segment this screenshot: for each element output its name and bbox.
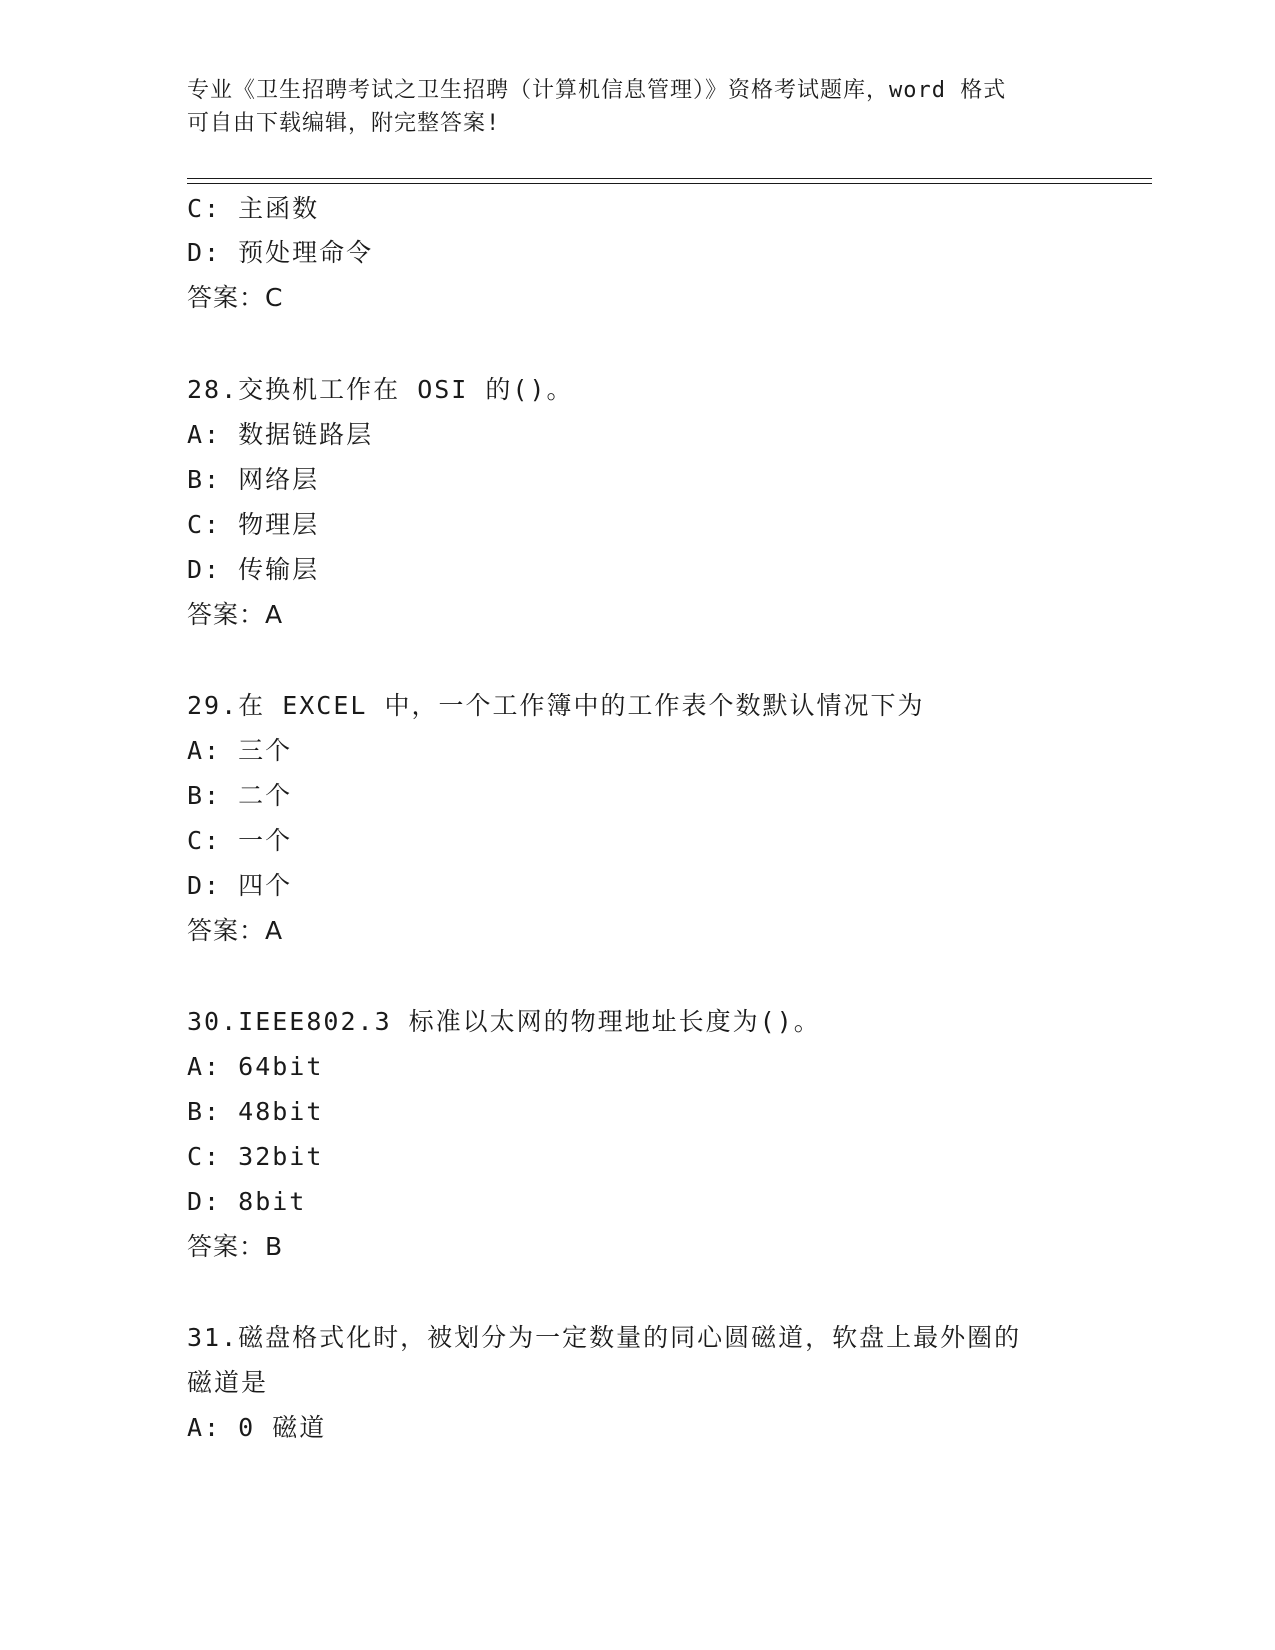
prev-option-d: D: 预处理命令 <box>187 238 374 267</box>
header-divider-top <box>187 178 1152 179</box>
q28-option-b: B: 网络层 <box>187 465 320 494</box>
q30-option-d: D: 8bit <box>187 1187 307 1216</box>
q30-option-c: C: 32bit <box>187 1142 324 1171</box>
q29-answer: 答案：A <box>187 916 284 945</box>
q28-question: 28.交换机工作在 OSI 的()。 <box>187 375 574 404</box>
q31-question-line-2: 磁道是 <box>187 1368 269 1397</box>
q28-answer: 答案：A <box>187 600 284 629</box>
q30-option-a: A: 64bit <box>187 1052 324 1081</box>
q29-option-d: D: 四个 <box>187 871 293 900</box>
q29-option-c: C: 一个 <box>187 826 293 855</box>
q28-option-d: D: 传输层 <box>187 555 320 584</box>
q29-option-a: A: 三个 <box>187 736 293 765</box>
q29-option-b: B: 二个 <box>187 781 293 810</box>
prev-answer: 答案：C <box>187 283 284 312</box>
q30-answer: 答案：B <box>187 1232 284 1261</box>
q30-question: 30.IEEE802.3 标准以太网的物理地址长度为()。 <box>187 1007 821 1036</box>
header-line-2: 可自由下载编辑，附完整答案! <box>187 111 501 136</box>
header-line-1: 专业《卫生招聘考试之卫生招聘（计算机信息管理）》资格考试题库，word 格式 <box>187 78 1007 103</box>
prev-option-c: C: 主函数 <box>187 194 320 223</box>
q28-option-c: C: 物理层 <box>187 510 320 539</box>
header-divider-bottom <box>187 183 1152 184</box>
q29-question: 29.在 EXCEL 中，一个工作簿中的工作表个数默认情况下为 <box>187 691 925 720</box>
q31-option-a: A: 0 磁道 <box>187 1413 327 1442</box>
q28-option-a: A: 数据链路层 <box>187 420 374 449</box>
document-header <box>187 74 1087 140</box>
q31-question-line-1: 31.磁盘格式化时，被划分为一定数量的同心圆磁道，软盘上最外圈的 <box>187 1323 1022 1352</box>
q30-option-b: B: 48bit <box>187 1097 324 1126</box>
